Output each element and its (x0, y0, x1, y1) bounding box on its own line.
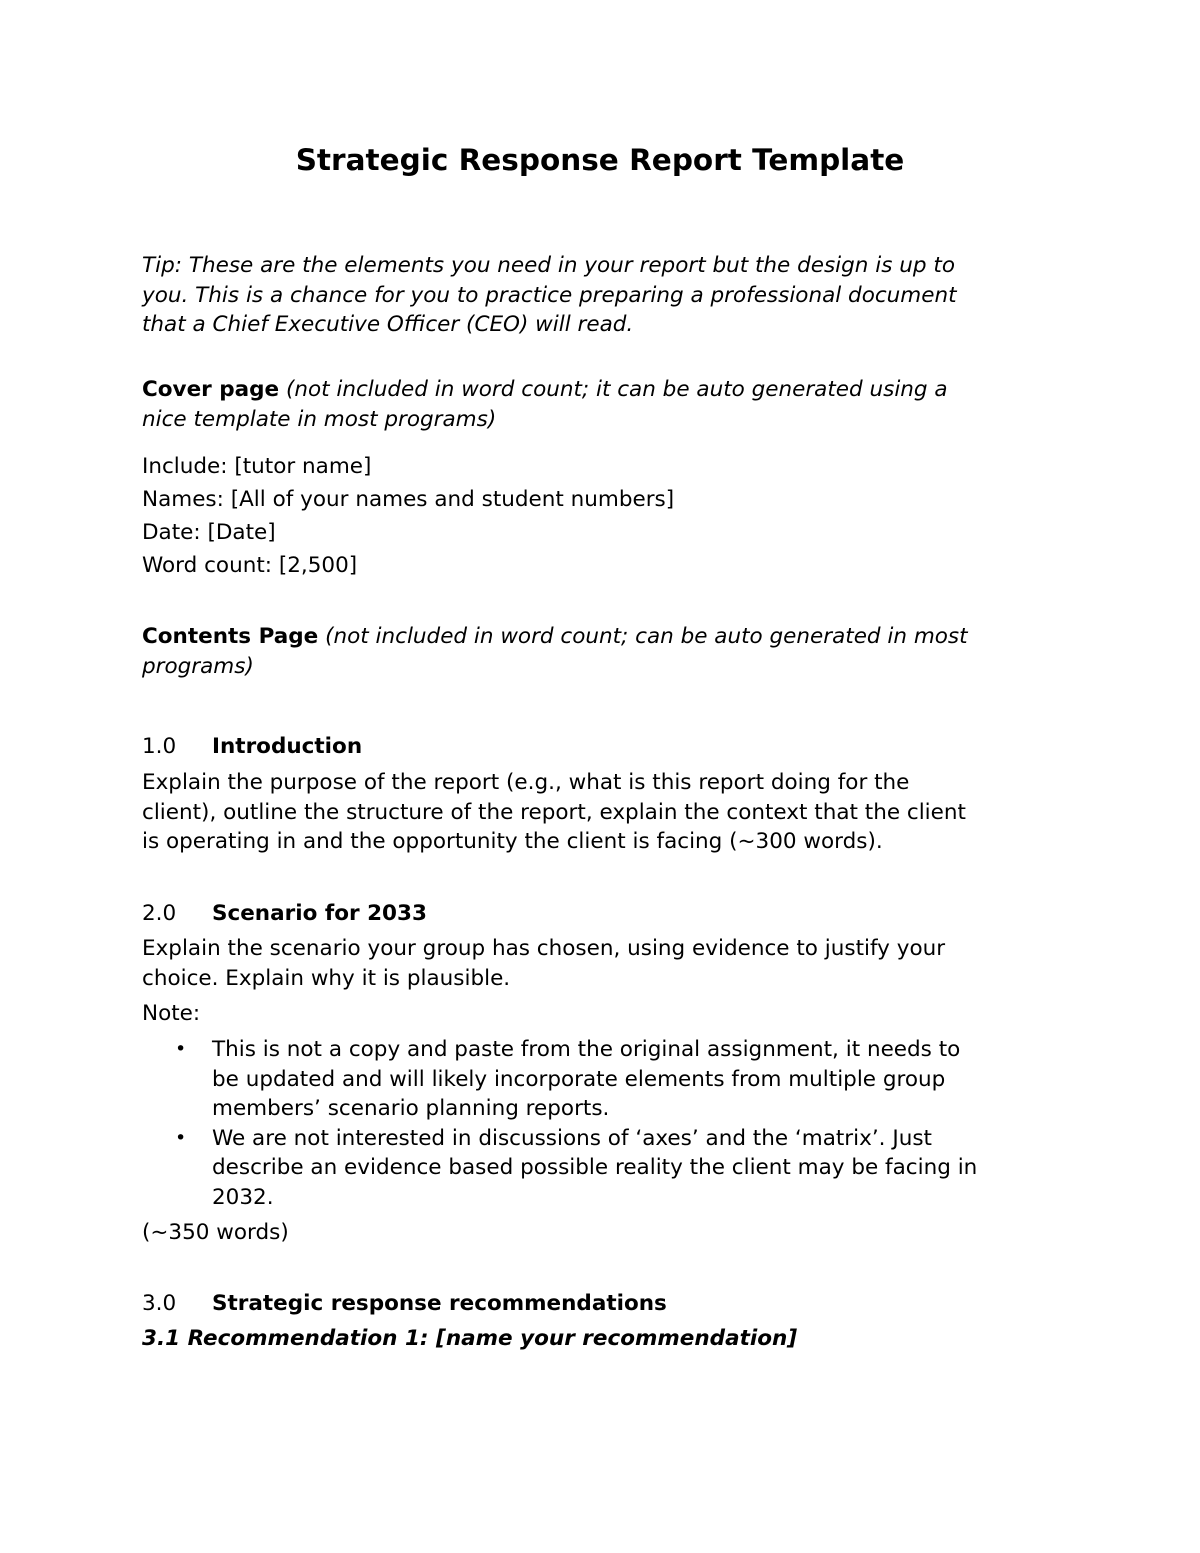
tip-line: you. This is a chance for you to practice preparing a professional document (142, 282, 957, 308)
section-number: 1.0 (142, 734, 177, 759)
list-item (142, 1035, 1062, 1124)
section-title: Introduction (212, 734, 363, 759)
list-item (142, 1124, 1062, 1213)
bullet-icon: • (175, 1038, 187, 1060)
bullet-line: We are not interested in discussions of ‘axes’ and the ‘matrix’. Just (212, 1125, 932, 1151)
tip-line: Tip: These are the elements you need in your report but the design is up to (142, 253, 955, 278)
contents-page-heading: Contents Page (142, 624, 319, 649)
contents-page-note: (not included in word count; can be auto generated in most (325, 624, 968, 649)
cover-field-word-count: Word count: [2,500] (142, 553, 358, 578)
bullet-line: 2032. (212, 1184, 274, 1210)
bullet-line: describe an evidence based possible reality the client may be facing in (212, 1155, 978, 1180)
cover-field-date: Date: [Date] (142, 520, 276, 545)
section-heading-introduction (142, 732, 1062, 762)
section-heading-scenario (142, 899, 1062, 929)
scenario-word-count: (~350 words) (142, 1220, 289, 1245)
bullet-icon: • (175, 1126, 187, 1149)
cover-fields (142, 450, 1062, 582)
body-line: client), outline the structure of the report, explain the context that the client (142, 799, 966, 825)
section-number: 3.0 (142, 1291, 177, 1316)
tip-line: that a Chief Executive Officer (CEO) will read. (142, 312, 634, 337)
contents-page-note: programs) (142, 653, 254, 679)
body-line: choice. Explain why it is plausible. (142, 965, 511, 991)
body-line: Explain the scenario your group has chosen, using evidence to justify your (142, 936, 946, 961)
bullet-line: This is not a copy and paste from the original assignment, it needs to (212, 1037, 961, 1062)
bullet-line: members’ scenario planning reports. (212, 1096, 610, 1121)
section-title: Strategic response recommendations (212, 1291, 667, 1316)
recommendation-1-heading: 3.1 Recommendation 1: [name your recommendation] (142, 1326, 798, 1351)
cover-page-note: (not included in word count; it can be auto generated using a (285, 377, 948, 402)
scenario-note-label: Note: (142, 1001, 201, 1026)
section-number: 2.0 (142, 901, 177, 926)
section-heading-strategic (142, 1289, 1062, 1319)
scenario-bullet-list (142, 1035, 1062, 1212)
section-title: Scenario for 2033 (212, 901, 427, 926)
body-line: is operating in and the opportunity the client is facing (~300 words). (142, 829, 883, 854)
introduction-body (142, 768, 1062, 857)
cover-page-note: nice template in most programs) (142, 406, 497, 432)
bullet-line: be updated and will likely incorporate elements from multiple group (212, 1066, 946, 1092)
tip-paragraph (142, 251, 1062, 340)
cover-page-heading: Cover page (142, 377, 280, 402)
cover-field-tutor: Include: [tutor name] (142, 454, 372, 479)
contents-page-section (142, 622, 1062, 681)
body-line: Explain the purpose of the report (e.g., what is this report doing for the (142, 770, 910, 795)
cover-field-names: Names: [All of your names and student numbers] (142, 487, 675, 512)
scenario-body (142, 934, 1062, 993)
page-title: Strategic Response Report Template (295, 143, 905, 177)
cover-page-section (142, 375, 1062, 434)
